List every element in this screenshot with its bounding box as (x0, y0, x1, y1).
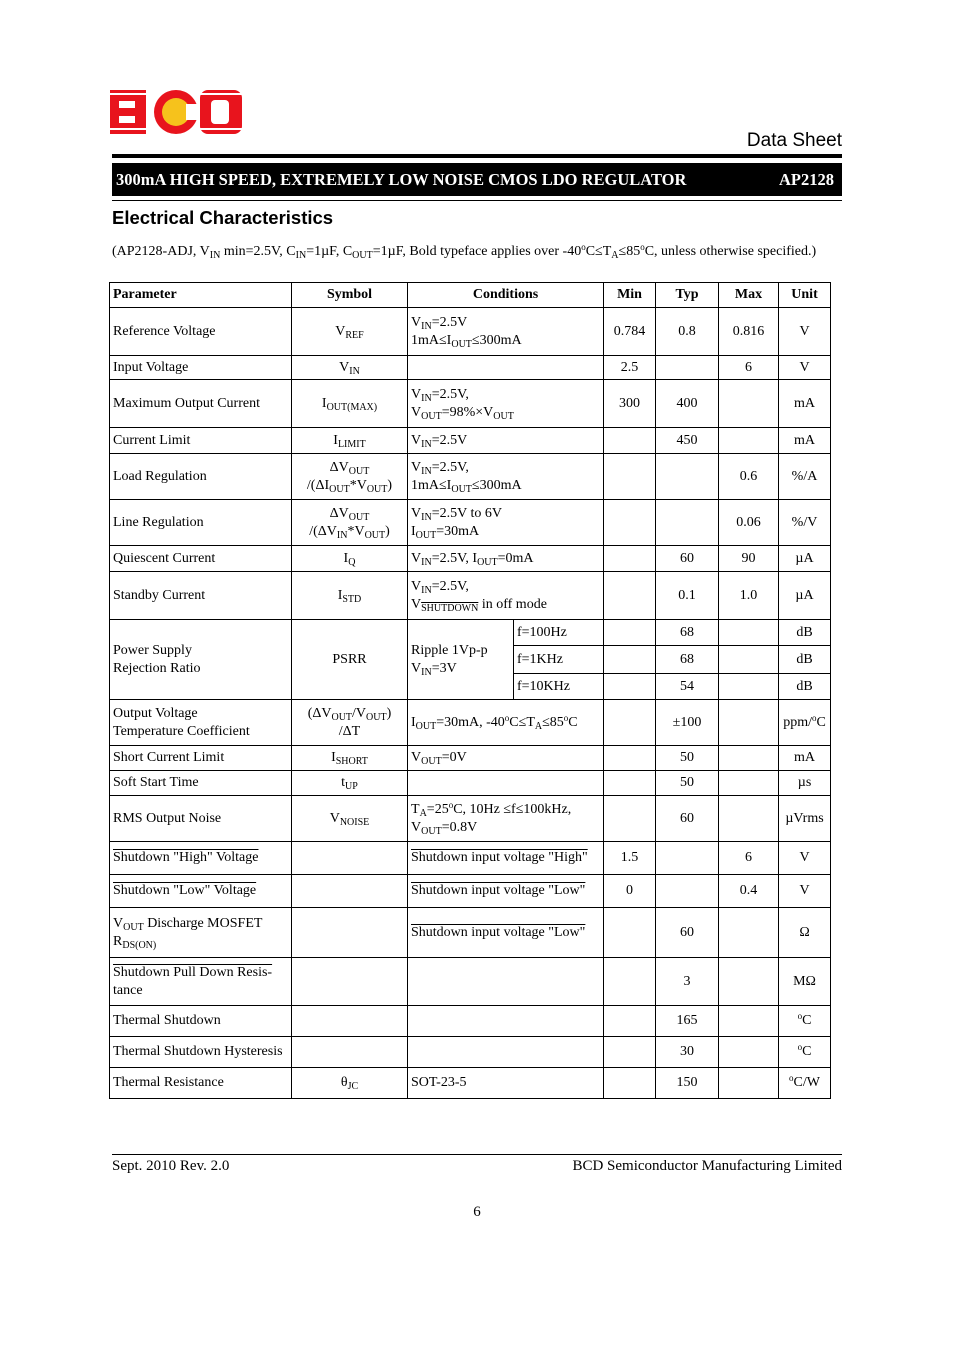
unit-cell: V (779, 356, 831, 380)
conditions-cell: $V_{IN}=2.5V$ (408, 428, 604, 454)
min-cell (604, 1006, 656, 1037)
max-cell (719, 700, 779, 746)
table-row (110, 380, 831, 428)
max-cell: 0.06 (719, 500, 779, 546)
doc-type-label: Data Sheet (746, 130, 842, 151)
param-cell: Line Regulation (110, 500, 292, 546)
unit-cell: µA (779, 546, 831, 572)
conditions-cell: $I_{OUT}=30mA$, $-40^oC\le T_A\le 85^oC$ (408, 700, 604, 746)
bcd-logo (110, 88, 242, 136)
table-row (110, 796, 831, 842)
symbol-cell: $t_{UP}$ (292, 771, 408, 796)
typ-cell (656, 356, 719, 380)
typ-cell (656, 454, 719, 500)
table-row (110, 908, 831, 958)
param-cell (110, 842, 292, 875)
table-row (110, 1037, 831, 1068)
typ-cell: 50 (656, 746, 719, 771)
unit-cell: dB (779, 674, 831, 700)
symbol-cell: $\Delta V_{OUT}$ $/(\Delta V_{IN}*V_{OUT})$ (292, 500, 408, 546)
table-row (110, 454, 831, 500)
typ-cell: 60 (656, 796, 719, 842)
min-cell (604, 620, 656, 646)
min-cell (604, 908, 656, 958)
max-cell (719, 771, 779, 796)
unit-cell: dB (779, 646, 831, 674)
param-text: Shutdown "High" Voltage (113, 850, 259, 865)
typ-cell: 60 (656, 908, 719, 958)
typ-cell: 150 (656, 1068, 719, 1099)
param-cell: $V_{OUT}$ Discharge MOSFET $R_{DS(ON)}$ (110, 908, 292, 958)
param-cell: Thermal Shutdown (110, 1006, 292, 1037)
param-cell: Thermal Shutdown Hysteresis (110, 1037, 292, 1068)
table-row (110, 746, 831, 771)
max-cell (719, 380, 779, 428)
table-row (110, 771, 831, 796)
param-cell: Thermal Resistance (110, 1068, 292, 1099)
max-cell (719, 1068, 779, 1099)
min-cell (604, 546, 656, 572)
unit-cell: $^o$C (779, 1006, 831, 1037)
conditions-cell (408, 842, 604, 875)
symbol-cell: $I_{LIMIT}$ (292, 428, 408, 454)
unit-cell: V (779, 875, 831, 908)
typ-cell (656, 842, 719, 875)
part-number: AP2128 (779, 169, 834, 189)
table-row (110, 875, 831, 908)
conditions-cell (408, 356, 604, 380)
param-line-2: Rejection Ratio (113, 660, 201, 676)
param-cell (110, 958, 292, 1006)
typ-cell: 54 (656, 674, 719, 700)
min-cell (604, 796, 656, 842)
symbol-cell: $V_{NOISE}$ (292, 796, 408, 842)
max-cell: 0.4 (719, 875, 779, 908)
conditions-cell: $V_{IN}=2.5V$, $V_{OUT}=98\%\times V_{OUT}$ (408, 380, 604, 428)
max-cell: 1.0 (719, 572, 779, 620)
param-cell: Short Current Limit (110, 746, 292, 771)
typ-cell: ±100 (656, 700, 719, 746)
page-number: 6 (473, 1204, 481, 1220)
table-row (110, 356, 831, 380)
table-row (110, 546, 831, 572)
max-cell: 90 (719, 546, 779, 572)
symbol-cell: $V_{REF}$ (292, 308, 408, 356)
symbol-cell: $I_{STD}$ (292, 572, 408, 620)
typ-cell: 0.8 (656, 308, 719, 356)
header-typ: Typ (656, 283, 719, 308)
conditions-cell: $V_{IN}=2.5V$, $I_{OUT}=0mA$ (408, 546, 604, 572)
table-header-row (110, 283, 831, 308)
symbol-cell: $I_{SHORT}$ (292, 746, 408, 771)
param-cell: RMS Output Noise (110, 796, 292, 842)
param-line-1: Shutdown Pull Down Resis- (113, 964, 273, 980)
max-cell (719, 674, 779, 700)
min-cell (604, 428, 656, 454)
electrical-characteristics-table (109, 282, 831, 1099)
typ-cell: 400 (656, 380, 719, 428)
symbol-cell: PSRR (292, 620, 408, 700)
table-row (110, 500, 831, 546)
header-unit: Unit (779, 283, 831, 308)
unit-cell: %/V (779, 500, 831, 546)
param-cell: Standby Current (110, 572, 292, 620)
freq-cell: f=10KHz (514, 674, 604, 700)
typ-cell: 3 (656, 958, 719, 1006)
conditions-cell (408, 1037, 604, 1068)
typ-cell (656, 875, 719, 908)
cond-text: Shutdown input voltage "High" (411, 850, 588, 865)
footer-company: BCD Semiconductor Manufacturing Limited (572, 1158, 842, 1174)
unit-cell: %/A (779, 454, 831, 500)
min-cell (604, 674, 656, 700)
min-cell: 300 (604, 380, 656, 428)
symbol-cell (292, 908, 408, 958)
conditions-cell: $V_{OUT}=0V$ (408, 746, 604, 771)
unit-cell: µA (779, 572, 831, 620)
min-cell (604, 746, 656, 771)
table-row (110, 700, 831, 746)
symbol-cell (292, 842, 408, 875)
unit-cell: µVrms (779, 796, 831, 842)
typ-cell: 68 (656, 646, 719, 674)
table-row (110, 308, 831, 356)
footer-revision: Sept. 2010 Rev. 2.0 (112, 1158, 230, 1174)
typ-cell: 30 (656, 1037, 719, 1068)
conditions-cell (408, 1006, 604, 1037)
symbol-cell (292, 1006, 408, 1037)
symbol-cell (292, 1037, 408, 1068)
max-cell (719, 796, 779, 842)
unit-cell: V (779, 842, 831, 875)
table-row (110, 1006, 831, 1037)
typ-cell: 60 (656, 546, 719, 572)
max-cell (719, 908, 779, 958)
conditions-cell: $V_{IN}=2.5V$ $1mA\le I_{OUT}\le 300mA$ (408, 308, 604, 356)
table-row (110, 842, 831, 875)
param-line-1: Power Supply (113, 642, 192, 658)
param-line-1: Output Voltage (113, 705, 198, 721)
unit-cell: Ω (779, 908, 831, 958)
conditions-cell (408, 771, 604, 796)
freq-cell: f=1KHz (514, 646, 604, 674)
param-text: Shutdown "Low" Voltage (113, 883, 257, 898)
param-cell: Maximum Output Current (110, 380, 292, 428)
min-cell (604, 454, 656, 500)
footer-rule (112, 1154, 842, 1155)
param-cell: Soft Start Time (110, 771, 292, 796)
param-cell: Quiescent Current (110, 546, 292, 572)
conditions-cell: $V_{IN}=2.5V$, $1mA\le I_{OUT}\le 300mA$ (408, 454, 604, 500)
param-cell (110, 700, 292, 746)
symbol-cell: $V_{IN}$ (292, 356, 408, 380)
max-cell: 6 (719, 356, 779, 380)
min-cell (604, 1037, 656, 1068)
header-symbol: Symbol (292, 283, 408, 308)
section-title: Electrical Characteristics (112, 207, 334, 228)
min-cell (604, 771, 656, 796)
unit-cell: mA (779, 380, 831, 428)
conditions-cell (408, 958, 604, 1006)
table-row (110, 1068, 831, 1099)
unit-cell: dB (779, 620, 831, 646)
table-row (110, 958, 831, 1006)
param-cell: Current Limit (110, 428, 292, 454)
max-cell (719, 646, 779, 674)
param-cell (110, 875, 292, 908)
symbol-cell (292, 958, 408, 1006)
max-cell (719, 428, 779, 454)
max-cell (719, 746, 779, 771)
param-cell: Load Regulation (110, 454, 292, 500)
param-cell: Reference Voltage (110, 308, 292, 356)
banner-rule (112, 200, 842, 201)
max-cell (719, 958, 779, 1006)
max-cell (719, 1006, 779, 1037)
unit-cell: mA (779, 428, 831, 454)
typ-cell: 50 (656, 771, 719, 796)
min-cell (604, 958, 656, 1006)
unit-cell: MΩ (779, 958, 831, 1006)
conditions-cell: $V_{IN}=2.5V$ to 6V $I_{OUT}=30mA$ (408, 500, 604, 546)
symbol-cell: $(\Delta V_{OUT}/V_{OUT})$ /ΔT (292, 700, 408, 746)
conditions-cell: $V_{IN}=2.5V$, $V_{SHUTDOWN}$ in off mode (408, 572, 604, 620)
symbol-cell: $I_Q$ (292, 546, 408, 572)
max-cell (719, 620, 779, 646)
test-conditions-note: (AP2128-ADJ, $V_{IN}$ min=2.5V, $C_{IN}=1\mu F$, $C_{OUT}=1\mu F$, Bold typeface applies over $-40^oC\le T_A\le 85^oC$, unless otherwise specified.) (112, 242, 817, 261)
table-row (110, 572, 831, 620)
unit-cell: $^o$C (779, 1037, 831, 1068)
conditions-cell (408, 875, 604, 908)
param-line-2: Temperature Coefficient (113, 723, 250, 739)
symbol-cell: $\theta_{JC}$ (292, 1068, 408, 1099)
typ-cell: 0.1 (656, 572, 719, 620)
conditions-cell: SOT-23-5 (408, 1068, 604, 1099)
header-parameter: Parameter (110, 283, 292, 308)
min-cell: 2.5 (604, 356, 656, 380)
freq-cell: f=100Hz (514, 620, 604, 646)
symbol-cell: $\Delta V_{OUT}$ $/(\Delta I_{OUT}*V_{OUT})$ (292, 454, 408, 500)
min-cell (604, 646, 656, 674)
header-min: Min (604, 283, 656, 308)
header-max: Max (719, 283, 779, 308)
unit-cell: $^o$C/W (779, 1068, 831, 1099)
conditions-cell: Ripple 1Vp-p $V_{IN}=3V$ (408, 620, 514, 700)
conditions-cell: $T_A=25^oC$, 10Hz ≤f≤100kHz, $V_{OUT}=0.8V$ (408, 796, 604, 842)
doc-title: 300mA HIGH SPEED, EXTREMELY LOW NOISE CMOS LDO REGULATOR (116, 169, 687, 189)
min-cell (604, 500, 656, 546)
typ-cell (656, 500, 719, 546)
symbol-cell: $I_{OUT(MAX)}$ (292, 380, 408, 428)
min-cell (604, 1068, 656, 1099)
min-cell: 1.5 (604, 842, 656, 875)
table-row (110, 428, 831, 454)
typ-cell: 68 (656, 620, 719, 646)
typ-cell: 450 (656, 428, 719, 454)
cond-text: Shutdown input voltage "Low" (411, 924, 586, 940)
unit-cell: µs (779, 771, 831, 796)
conditions-cell (408, 908, 604, 958)
min-cell: 0 (604, 875, 656, 908)
max-cell: 0.816 (719, 308, 779, 356)
param-cell: Input Voltage (110, 356, 292, 380)
cond-text: Shutdown input voltage "Low" (411, 883, 586, 898)
min-cell (604, 700, 656, 746)
max-cell: 6 (719, 842, 779, 875)
param-cell (110, 620, 292, 700)
min-cell: 0.784 (604, 308, 656, 356)
param-line-2: tance (113, 982, 143, 998)
unit-cell: mA (779, 746, 831, 771)
typ-cell: 165 (656, 1006, 719, 1037)
table-row (110, 620, 831, 646)
symbol-cell (292, 875, 408, 908)
min-cell (604, 572, 656, 620)
title-banner (112, 163, 842, 196)
unit-cell: V (779, 308, 831, 356)
header-rule (112, 154, 842, 158)
unit-cell: ppm/$^o$C (779, 700, 831, 746)
header-conditions: Conditions (408, 283, 604, 308)
max-cell: 0.6 (719, 454, 779, 500)
max-cell (719, 1037, 779, 1068)
